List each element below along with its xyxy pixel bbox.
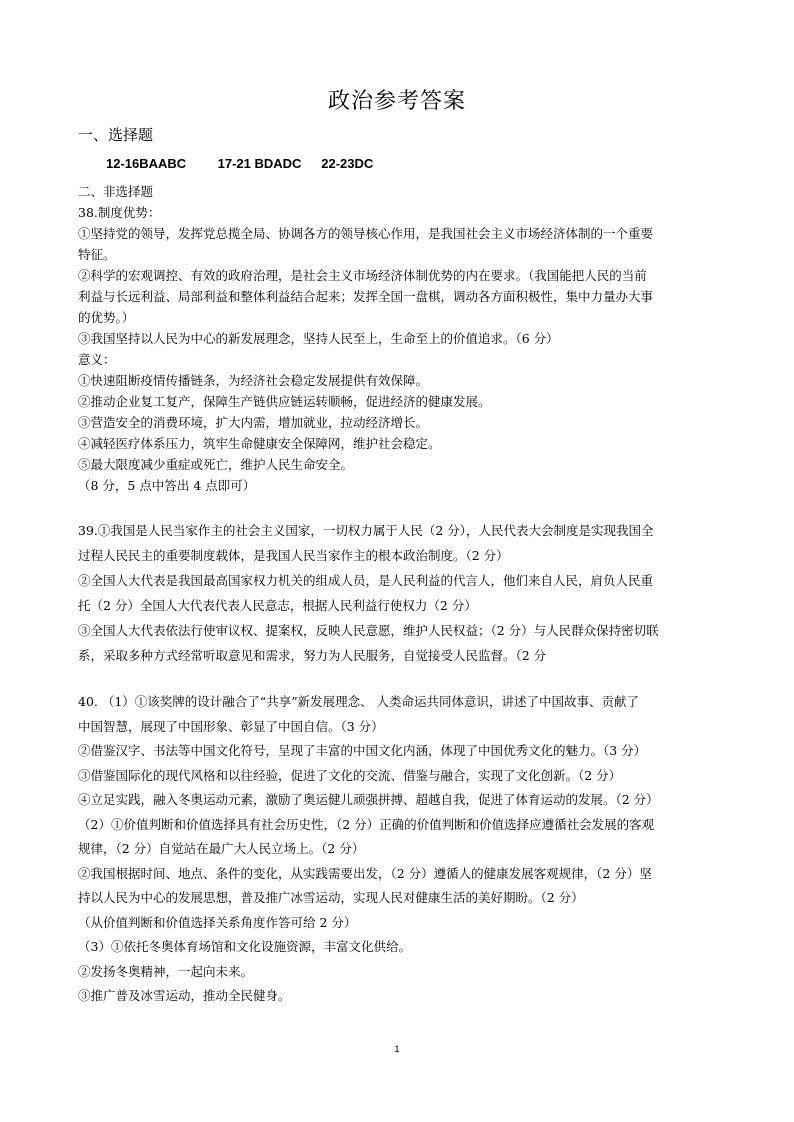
answer-line: ③推广普及冰雪运动，推动全民健身。 — [78, 988, 291, 1003]
answer-line: ②我国根据时间、地点、条件的变化，从实践需要出发，（2 分）遵循人的健康发展客观规律，（2 分）坚 — [78, 865, 652, 881]
answer-line: ②推动企业复工复产，保障生产链供应链运转顺畅，促进经济的健康发展。 — [78, 394, 491, 409]
answer-line: 38.制度优势： — [78, 205, 161, 220]
answer-line: ②发扬冬奥精神，一起向未来。 — [78, 963, 254, 979]
answer-group-22-23: 22-23DC — [321, 156, 374, 171]
page-number: 1 — [394, 1044, 400, 1054]
answer-line: ②科学的宏观调控、有效的政府治理，是社会主义市场经济体制优势的内在要求。（我国能把人民的当前 — [78, 268, 647, 283]
answer-line: 利益与长远利益、局部利益和整体利益结合起来；发挥全国一盘棋，调动各方面积极性，集中力量办大事 — [78, 289, 654, 304]
question-38-answer — [78, 202, 720, 496]
answer-line: ④减轻医疗体系压力，筑牢生命健康安全保障网，维护社会稳定。 — [78, 436, 441, 451]
answer-line: ④立足实践，融入冬奥运动元素，激励了奥运健儿顽强拼搏、超越自我，促进了体育运动的发展。（2 分） — [78, 792, 659, 807]
answer-line: 持以人民为中心的发展思想，普及推广冰雪运动，实现人民对健康生活的美好期盼。（2 分） — [78, 890, 584, 905]
page-title: 政治参考答案 — [327, 89, 466, 114]
question-39-answer — [78, 518, 720, 668]
answer-line: 托（2 分）全国人大代表代表人民意志，根据人民利益行使权力（2 分） — [78, 598, 477, 613]
answer-line: 过程人民民主的重要制度载体，是我国人民当家作主的根本政治制度。（2 分） — [78, 548, 509, 563]
answer-line: 的优势。） — [78, 310, 135, 325]
answer-line: 中国智慧，展现了中国形象、彰显了中国自信。（3 分） — [78, 718, 384, 734]
answer-line: ③全国人大代表依法行使审议权、提案权，反映人民意愿，维护人民权益；（2 分）与人民群众保持密切联 — [78, 623, 659, 638]
answer-line: ⑤最大限度减少重症或死亡，维护人民生命安全。 — [78, 457, 354, 472]
answer-line: ①坚持党的领导，发挥党总揽全局、协调各方的领导核心作用，是我国社会主义市场经济体制的一个重要 — [78, 226, 654, 241]
answer-line: （3）①依托冬奥体育场馆和文化设施资源，丰富文化供给。 — [78, 939, 411, 954]
answer-line: （2）①价值判断和价值选择具有社会历史性，（2 分）正确的价值判断和价值选择应遵循社会发展的客观 — [78, 816, 655, 832]
answer-line: ②全国人大代表是我国最高国家权力机关的组成人员，是人民利益的代言人，他们来自人民，肩负人民重 — [78, 573, 654, 588]
answer-line: ①快速阻断疫情传播链条，为经济社会稳定发展提供有效保障。 — [78, 373, 429, 388]
answer-line: 特征。 — [78, 247, 116, 262]
answer-line: ③营造安全的消费环境，扩大内需，增加就业，拉动经济增长。 — [78, 415, 429, 430]
choice-answers — [106, 156, 373, 171]
section-heading-choice: 一、选择题 — [78, 126, 154, 144]
answer-line: ②借鉴汉字、书法等中国文化符号，呈现了丰富的中国文化内涵，体现了中国优秀文化的魅力。（3 分） — [78, 743, 647, 758]
answer-line: ③借鉴国际化的现代风格和以往经验，促进了文化的交流、借鉴与融合，实现了文化创新。（2 分） — [78, 767, 622, 783]
answer-group-17-21: 17-21 BDADC — [217, 156, 302, 171]
section-heading-nonchoice: 二、非选择题 — [78, 184, 154, 199]
question-40-answer — [78, 690, 720, 1009]
answer-line: 39.①我国是人民当家作主的社会主义国家，一切权力属于人民（2 分），人民代表大会制度是实现我国全 — [78, 523, 654, 538]
answer-line: 系，采取多种方式经常听取意见和需求，努力为人民服务，自觉接受人民监督。（2 分 — [78, 648, 547, 663]
answer-group-12-16: 12-16BAABC — [106, 156, 187, 171]
answer-line: （8 分，5 点中答出 4 点即可） — [78, 478, 256, 493]
answer-line: ③我国坚持以人民为中心的新发展理念，坚持人民至上，生命至上的价值追求。（6 分） — [78, 331, 559, 346]
answer-line: 40. （1）①该奖牌的设计融合了“共享”新发展理念、 人类命运共同体意识，讲述了中国故事、贡献了 — [78, 694, 640, 709]
answer-line: 意义： — [78, 352, 116, 367]
answer-line: 规律，（2 分）自觉站在最广大人民立场上。（2 分） — [78, 841, 365, 856]
answer-line: （从价值判断和价值选择关系角度作答可给 2 分） — [78, 914, 357, 930]
